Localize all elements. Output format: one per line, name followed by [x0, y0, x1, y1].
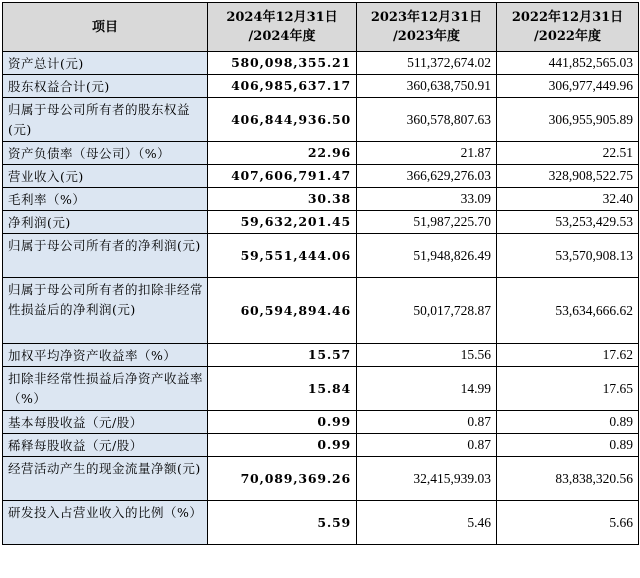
- value-2024: 580,098,355.21: [208, 52, 357, 75]
- table-row: [3, 98, 639, 142]
- table-row: [3, 211, 639, 234]
- value-2023: 360,638,750.91: [357, 75, 497, 98]
- header-2022: [497, 3, 639, 52]
- value-2024: 22.96: [208, 142, 357, 165]
- table-row: [3, 411, 639, 434]
- row-label: 归属于母公司所有者的扣除非经常性损益后的净利润(元): [3, 278, 208, 344]
- row-label: 稀释每股收益（元/股）: [3, 434, 208, 457]
- header-row: [3, 3, 639, 52]
- header-item: [3, 3, 208, 52]
- row-label: 基本每股收益（元/股）: [3, 411, 208, 434]
- value-2024: 70,089,369.26: [208, 457, 357, 501]
- value-2022: 306,955,905.89: [497, 98, 639, 142]
- value-2023: 360,578,807.63: [357, 98, 497, 142]
- value-2022: 32.40: [497, 188, 639, 211]
- value-2023: 0.87: [357, 434, 497, 457]
- value-2023: 15.56: [357, 344, 497, 367]
- value-2022: 5.66: [497, 501, 639, 545]
- row-label: 经营活动产生的现金流量净额(元): [3, 457, 208, 501]
- value-2022: 0.89: [497, 411, 639, 434]
- value-2023: 5.46: [357, 501, 497, 545]
- header-2022-line2: /2022年度: [534, 29, 601, 44]
- value-2024: 5.59: [208, 501, 357, 545]
- header-2023-line2: /2023年度: [393, 29, 460, 44]
- value-2023: 32,415,939.03: [357, 457, 497, 501]
- value-2023: 51,987,225.70: [357, 211, 497, 234]
- row-label: 归属于母公司所有者的股东权益(元): [3, 98, 208, 142]
- value-2024: 407,606,791.47: [208, 165, 357, 188]
- header-2024-line1: 2024年12月31日: [226, 10, 338, 25]
- row-label: 扣除非经常性损益后净资产收益率（%）: [3, 367, 208, 411]
- financial-summary-table: [2, 2, 639, 545]
- table-row: [3, 457, 639, 501]
- table-row: [3, 501, 639, 545]
- value-2024: 60,594,894.46: [208, 278, 357, 344]
- value-2024: 59,551,444.06: [208, 234, 357, 278]
- table-row: [3, 234, 639, 278]
- value-2024: 406,844,936.50: [208, 98, 357, 142]
- header-2023-line1: 2023年12月31日: [370, 10, 483, 25]
- value-2022: 306,977,449.96: [497, 75, 639, 98]
- row-label: 毛利率（%）: [3, 188, 208, 211]
- value-2023: 14.99: [357, 367, 497, 411]
- value-2022: 53,253,429.53: [497, 211, 639, 234]
- header-item-label: 项目: [91, 19, 118, 35]
- row-label: 加权平均净资产收益率（%）: [3, 344, 208, 367]
- value-2022: 441,852,565.03: [497, 52, 639, 75]
- value-2023: 21.87: [357, 142, 497, 165]
- value-2023: 51,948,826.49: [357, 234, 497, 278]
- table-row: [3, 278, 639, 344]
- value-2024: 406,985,637.17: [208, 75, 357, 98]
- value-2024: 0.99: [208, 434, 357, 457]
- value-2022: 17.65: [497, 367, 639, 411]
- value-2022: 22.51: [497, 142, 639, 165]
- value-2023: 33.09: [357, 188, 497, 211]
- header-2024-line2: /2024年度: [248, 29, 316, 44]
- table-row: [3, 188, 639, 211]
- value-2024: 30.38: [208, 188, 357, 211]
- value-2023: 50,017,728.87: [357, 278, 497, 344]
- value-2022: 0.89: [497, 434, 639, 457]
- row-label: 股东权益合计(元): [3, 75, 208, 98]
- value-2023: 511,372,674.02: [357, 52, 497, 75]
- table-body: [3, 52, 639, 545]
- value-2023: 0.87: [357, 411, 497, 434]
- value-2022: 17.62: [497, 344, 639, 367]
- header-2024: [208, 3, 357, 52]
- table-row: [3, 344, 639, 367]
- value-2022: 83,838,320.56: [497, 457, 639, 501]
- value-2024: 15.84: [208, 367, 357, 411]
- table-row: [3, 52, 639, 75]
- value-2024: 0.99: [208, 411, 357, 434]
- value-2024: 59,632,201.45: [208, 211, 357, 234]
- value-2023: 366,629,276.03: [357, 165, 497, 188]
- row-label: 研发投入占营业收入的比例（%）: [3, 501, 208, 545]
- row-label: 净利润(元): [3, 211, 208, 234]
- table-row: [3, 367, 639, 411]
- value-2022: 328,908,522.75: [497, 165, 639, 188]
- table-row: [3, 434, 639, 457]
- value-2022: 53,634,666.62: [497, 278, 639, 344]
- table-row: [3, 142, 639, 165]
- row-label: 资产负债率（母公司）（%）: [3, 142, 208, 165]
- header-2022-line1: 2022年12月31日: [511, 10, 624, 25]
- row-label: 营业收入(元): [3, 165, 208, 188]
- header-2023: [357, 3, 497, 52]
- table-row: [3, 165, 639, 188]
- value-2024: 15.57: [208, 344, 357, 367]
- row-label: 资产总计(元): [3, 52, 208, 75]
- row-label: 归属于母公司所有者的净利润(元): [3, 234, 208, 278]
- table-row: [3, 75, 639, 98]
- value-2022: 53,570,908.13: [497, 234, 639, 278]
